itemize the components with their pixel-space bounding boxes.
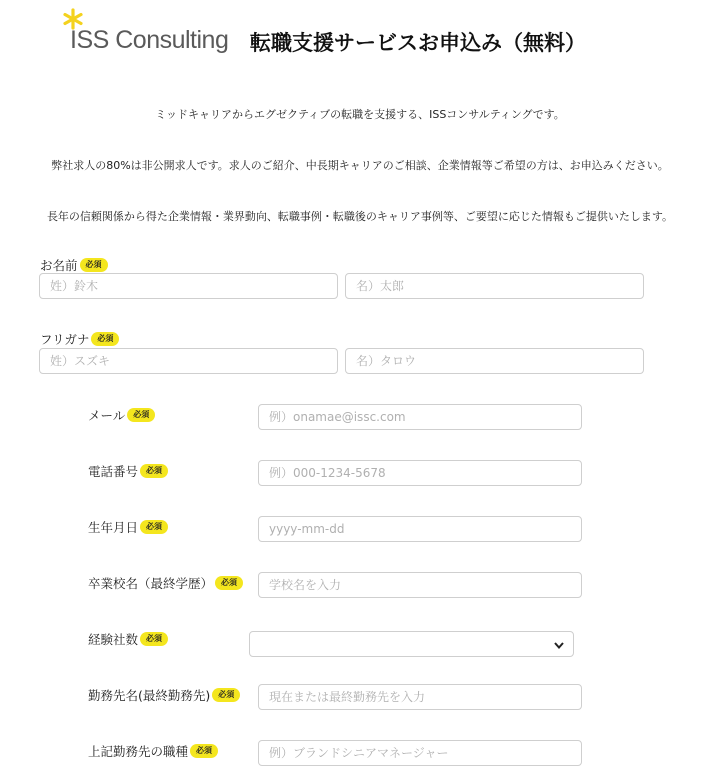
intro-line-3: 長年の信頼関係から得た企業情報・業界動向、転職事例・転職後のキャリア事例等、ご要望に応じた情報もご提供いたします。: [46, 210, 674, 223]
position-input[interactable]: [258, 740, 582, 766]
school-input[interactable]: [258, 572, 582, 598]
companies-select[interactable]: [249, 631, 574, 657]
birthdate-input[interactable]: [258, 516, 582, 542]
iss-logo[interactable]: [62, 8, 232, 52]
last-name-kana-input[interactable]: [39, 348, 338, 374]
required-badge: 必須: [127, 408, 155, 422]
school-label: 卒業校名（最終学歴） 必須: [88, 574, 243, 592]
required-badge: 必須: [140, 632, 168, 646]
phone-label: 電話番号 必須: [88, 462, 168, 480]
companies-label: 経験社数 必須: [88, 630, 168, 648]
name-label: お名前 必須: [40, 256, 108, 274]
required-badge: 必須: [190, 744, 218, 758]
position-label: 上記勤務先の職種 必須: [88, 742, 218, 760]
birthdate-label: 生年月日 必須: [88, 518, 168, 536]
first-name-kana-input[interactable]: [345, 348, 644, 374]
intro-line-2: 弊社求人の80%は非公開求人です。求人のご紹介、中長期キャリアのご相談、企業情報等ご希望の方は、お申込みください。: [51, 159, 669, 172]
employer-label: 勤務先名(最終勤務先) 必須: [88, 686, 240, 704]
last-name-input[interactable]: [39, 273, 338, 299]
first-name-input[interactable]: [345, 273, 644, 299]
email-input[interactable]: [258, 404, 582, 430]
required-badge: 必須: [140, 464, 168, 478]
page-title: 転職支援サービスお申込み（無料）: [250, 31, 586, 55]
employer-input[interactable]: [258, 684, 582, 710]
furigana-label: フリガナ 必須: [40, 330, 119, 348]
phone-input[interactable]: [258, 460, 582, 486]
required-badge: 必須: [140, 520, 168, 534]
logo-text: ISS Consulting: [70, 26, 229, 54]
required-badge: 必須: [212, 688, 240, 702]
required-badge: 必須: [80, 258, 108, 272]
required-badge: 必須: [91, 332, 119, 346]
required-badge: 必須: [215, 576, 243, 590]
email-label: メール 必須: [88, 406, 155, 424]
chevron-down-icon: [553, 639, 565, 651]
intro-line-1: ミッドキャリアからエグゼクティブの転職を支援する、ISSコンサルティングです。: [155, 108, 565, 121]
